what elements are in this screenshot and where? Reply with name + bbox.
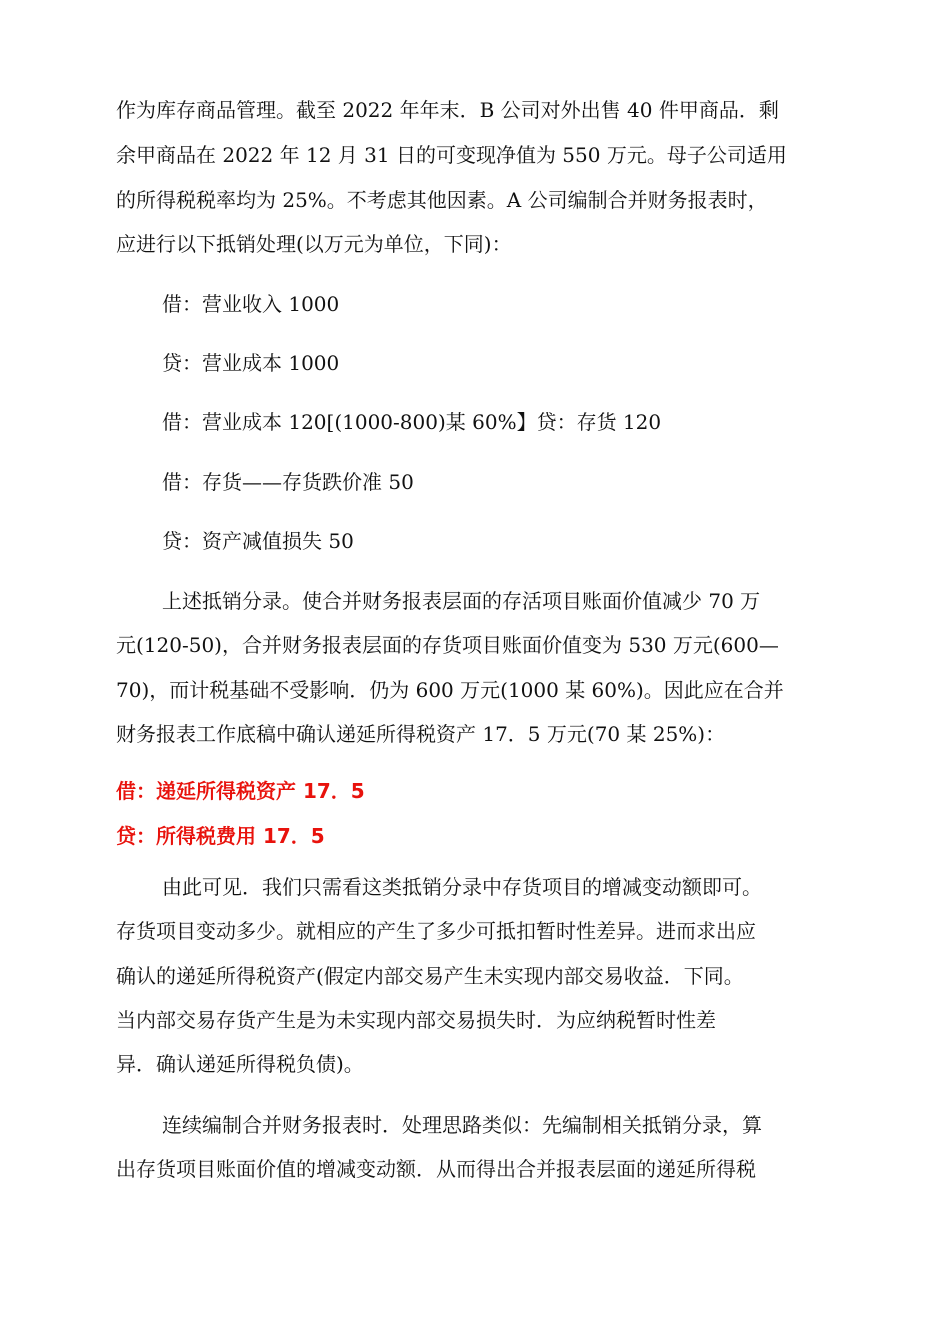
paragraph-line: 出存货项目账面价值的增减变动额．从而得出合并报表层面的递延所得税: [116, 1157, 756, 1181]
paragraph-line: 财务报表工作底稿中确认递延所得税资产 17．5 万元(70 某 25%)：: [116, 722, 726, 746]
paragraph-line: 上述抵销分录。使合并财务报表层面的存活项目账面价值减少 70 万: [162, 589, 761, 613]
journal-entry: 借：存货——存货跌价准 50: [162, 470, 414, 494]
paragraph-line: 作为库存商品管理。截至 2022 年年末．B 公司对外出售 40 件甲商品．剩: [116, 98, 779, 122]
journal-entry: 贷：资产减值损失 50: [162, 529, 354, 553]
highlighted-entry: 贷：所得税费用 17．5: [116, 824, 325, 848]
paragraph-line: 当内部交易存货产生是为未实现内部交易损失时．为应纳税暂时性差: [116, 1008, 716, 1032]
paragraph-line: 确认的递延所得税资产(假定内部交易产生未实现内部交易收益．下同。: [116, 964, 744, 988]
journal-entry: 借：营业收入 1000: [162, 292, 340, 316]
paragraph-line: 70)，而计税基础不受影响．仍为 600 万元(1000 某 60%)。因此应在合并: [116, 678, 784, 702]
paragraph-line: 余甲商品在 2022 年 12 月 31 日的可变现净值为 550 万元。母子公司适用: [116, 143, 787, 167]
paragraph-line: 存货项目变动多少。就相应的产生了多少可抵扣暂时性差异。进而求出应: [116, 919, 756, 943]
paragraph-line: 异．确认递延所得税负债)。: [116, 1052, 364, 1076]
paragraph-line: 元(120-50)，合并财务报表层面的存货项目账面价值变为 530 万元(600—: [116, 633, 779, 657]
paragraph-line: 由此可见．我们只需看这类抵销分录中存货项目的增减变动额即可。: [162, 875, 762, 899]
journal-entry: 贷：营业成本 1000: [162, 351, 340, 375]
paragraph-line: 连续编制合并财务报表时．处理思路类似：先编制相关抵销分录，算: [162, 1113, 762, 1137]
journal-entry: 借：营业成本 120[(1000-800)某 60%】贷：存货 120: [162, 410, 662, 434]
paragraph-line: 应进行以下抵销处理(以万元为单位，下同)：: [116, 232, 512, 256]
highlighted-entry: 借：递延所得税资产 17．5: [116, 779, 365, 803]
paragraph-line: 的所得税税率均为 25%。不考虑其他因素。A 公司编制合并财务报表时，: [116, 188, 768, 212]
